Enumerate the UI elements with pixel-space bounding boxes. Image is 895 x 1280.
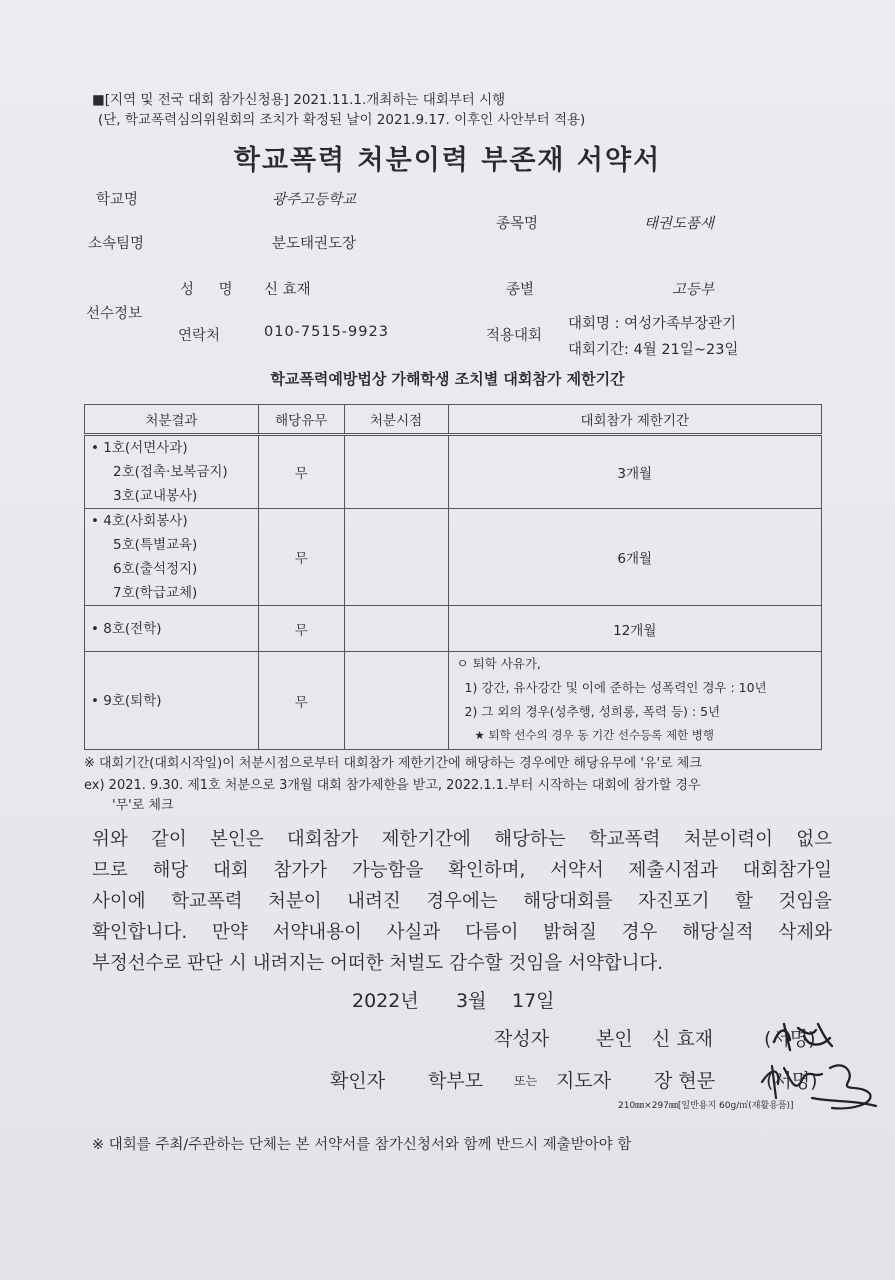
- date-month: 3월: [456, 990, 487, 1012]
- result-item: • 9호(퇴학): [91, 692, 162, 709]
- result-item: 2호(접촉·보복금지): [113, 464, 228, 480]
- period-cell: 3개월: [448, 435, 821, 509]
- pledge-line: 므로 해당 대회 참가가 가능함을 확인하며, 서약서 제출시점과 대회참가일: [92, 860, 832, 881]
- player-info-label: 선수정보: [86, 306, 143, 322]
- contest-period: 대회기간: 4월 21일~23일: [568, 342, 739, 358]
- event-value: 태권도품새: [644, 216, 715, 232]
- result-cell: [85, 652, 259, 750]
- result-item: • 4호(사회봉사): [91, 513, 188, 529]
- table-row: [85, 652, 822, 750]
- confirmer-label: 확인자: [330, 1070, 386, 1092]
- period-cell: [448, 652, 821, 750]
- pledge-paragraph: [92, 824, 832, 979]
- applicable-cell: 무: [258, 652, 344, 750]
- note-2-continued: '무'로 체크: [112, 798, 174, 813]
- team-label: 소속팀명: [88, 236, 145, 252]
- footer-note: ※ 대회를 주최/주관하는 단체는 본 서약서를 참가신청서와 함께 반드시 제출받아야 함: [92, 1137, 632, 1153]
- time-cell: [344, 435, 448, 509]
- event-label: 종목명: [496, 216, 539, 232]
- school-label: 학교명: [96, 192, 139, 208]
- pledge-line: 부정선수로 판단 시 내려지는 어떠한 처벌도 감수할 것임을 서약합니다.: [92, 953, 664, 974]
- writer-name: 신 효재: [652, 1028, 714, 1050]
- phone-value: 010-7515-9923: [264, 324, 389, 340]
- result-item: 5호(특별교육): [113, 537, 198, 553]
- name-value: 신 효재: [264, 282, 311, 298]
- contest-name: 대회명 : 여성가족부장관기: [568, 316, 737, 332]
- confirmer-role: 학부모: [428, 1070, 484, 1092]
- confirmer-or: 또는: [514, 1074, 538, 1088]
- time-cell: [344, 606, 448, 652]
- confirmer-name: 장 현문: [654, 1070, 716, 1092]
- result-cell: [85, 606, 259, 652]
- header-line-2: (단, 학교폭력심의위원회의 조치가 확정된 날이 2021.9.17. 이후인 사안부터 적용): [98, 112, 586, 128]
- date-day: 17일: [512, 990, 555, 1012]
- result-item: • 8호(전학): [91, 620, 162, 637]
- header-time: 처분시점: [344, 405, 448, 435]
- period-line: 1) 강간, 유사강간 및 이에 준하는 성폭력인 경우 : 10년: [464, 680, 767, 695]
- writer-label: 작성자: [494, 1028, 550, 1050]
- header-period: 대회참가 제한기간: [448, 405, 821, 435]
- result-cell: [85, 509, 259, 606]
- writer-role: 본인: [596, 1028, 633, 1050]
- table-row: [85, 509, 822, 606]
- table-row: [85, 606, 822, 652]
- restriction-table: [84, 404, 822, 750]
- table-header-row: [85, 405, 822, 435]
- pledge-line: 위와 같이 본인은 대회참가 제한기간에 해당하는 학교폭력 처분이력이 없으: [92, 829, 832, 850]
- school-value: 광주고등학교: [272, 192, 357, 208]
- writer-sign-label: (서명): [764, 1028, 816, 1050]
- result-item: 6호(출석정지): [113, 561, 198, 577]
- apply-contest-label: 적용대회: [486, 328, 543, 344]
- header-line-1: ■[지역 및 전국 대회 참가신청용] 2021.11.1.개최하는 대회부터 시행: [92, 92, 506, 108]
- applicable-cell: 무: [258, 509, 344, 606]
- paper-spec: 210㎜×297㎜[일반용지 60g/㎡(재활용품)]: [618, 1101, 794, 1111]
- category-label: 종별: [506, 282, 535, 298]
- header-result: 처분결과: [85, 405, 259, 435]
- pledge-line: 사이에 학교폭력 처분이 내려진 경우에는 해당대회를 자진포기 할 것임을: [92, 891, 832, 912]
- phone-label: 연락처: [178, 328, 221, 344]
- time-cell: [344, 509, 448, 606]
- time-cell: [344, 652, 448, 750]
- team-value: 분도태권도장: [272, 236, 357, 252]
- date-year: 2022년: [352, 990, 419, 1012]
- period-cell: 6개월: [448, 509, 821, 606]
- confirmer-sign-label: (서명): [766, 1070, 818, 1092]
- name-label: 성 명: [180, 282, 243, 298]
- period-line: 2) 그 외의 경우(성추행, 성희롱, 폭력 등) : 5년: [464, 704, 721, 719]
- period-cell: 12개월: [448, 606, 821, 652]
- period-line: ★ 퇴학 선수의 경우 동 기간 선수등록 제한 병행: [474, 728, 715, 742]
- result-cell: [85, 435, 259, 509]
- table-row: [85, 435, 822, 509]
- result-item: 7호(학급교체): [113, 585, 198, 601]
- note-1: ※ 대회기간(대회시작일)이 처분시점으로부터 대회참가 제한기간에 해당하는 경우에만 해당유무에 '유'로 체크: [84, 756, 702, 771]
- header-applicable: 해당유무: [258, 405, 344, 435]
- writer-signature: [760, 1016, 850, 1058]
- pledge-line: 확인합니다. 만약 서약내용이 사실과 다름이 밝혀질 경우 해당실적 삭제와: [92, 922, 832, 943]
- result-item: • 1호(서면사과): [91, 440, 188, 456]
- table-title: 학교폭력예방법상 가해학생 조치별 대회참가 제한기간: [270, 370, 625, 388]
- note-2: ex) 2021. 9.30. 제1호 처분으로 3개월 대회 참가제한을 받고, 2022.1.1.부터 시작하는 대회에 참가할 경우: [84, 778, 701, 793]
- applicable-cell: 무: [258, 435, 344, 509]
- period-line: ㅇ 퇴학 사유가,: [456, 656, 541, 671]
- category-value: 고등부: [672, 282, 715, 298]
- document-title: 학교폭력 처분이력 부존재 서약서: [233, 145, 662, 176]
- confirmer-role2: 지도자: [556, 1070, 612, 1092]
- applicable-cell: 무: [258, 606, 344, 652]
- result-item: 3호(교내봉사): [113, 488, 198, 504]
